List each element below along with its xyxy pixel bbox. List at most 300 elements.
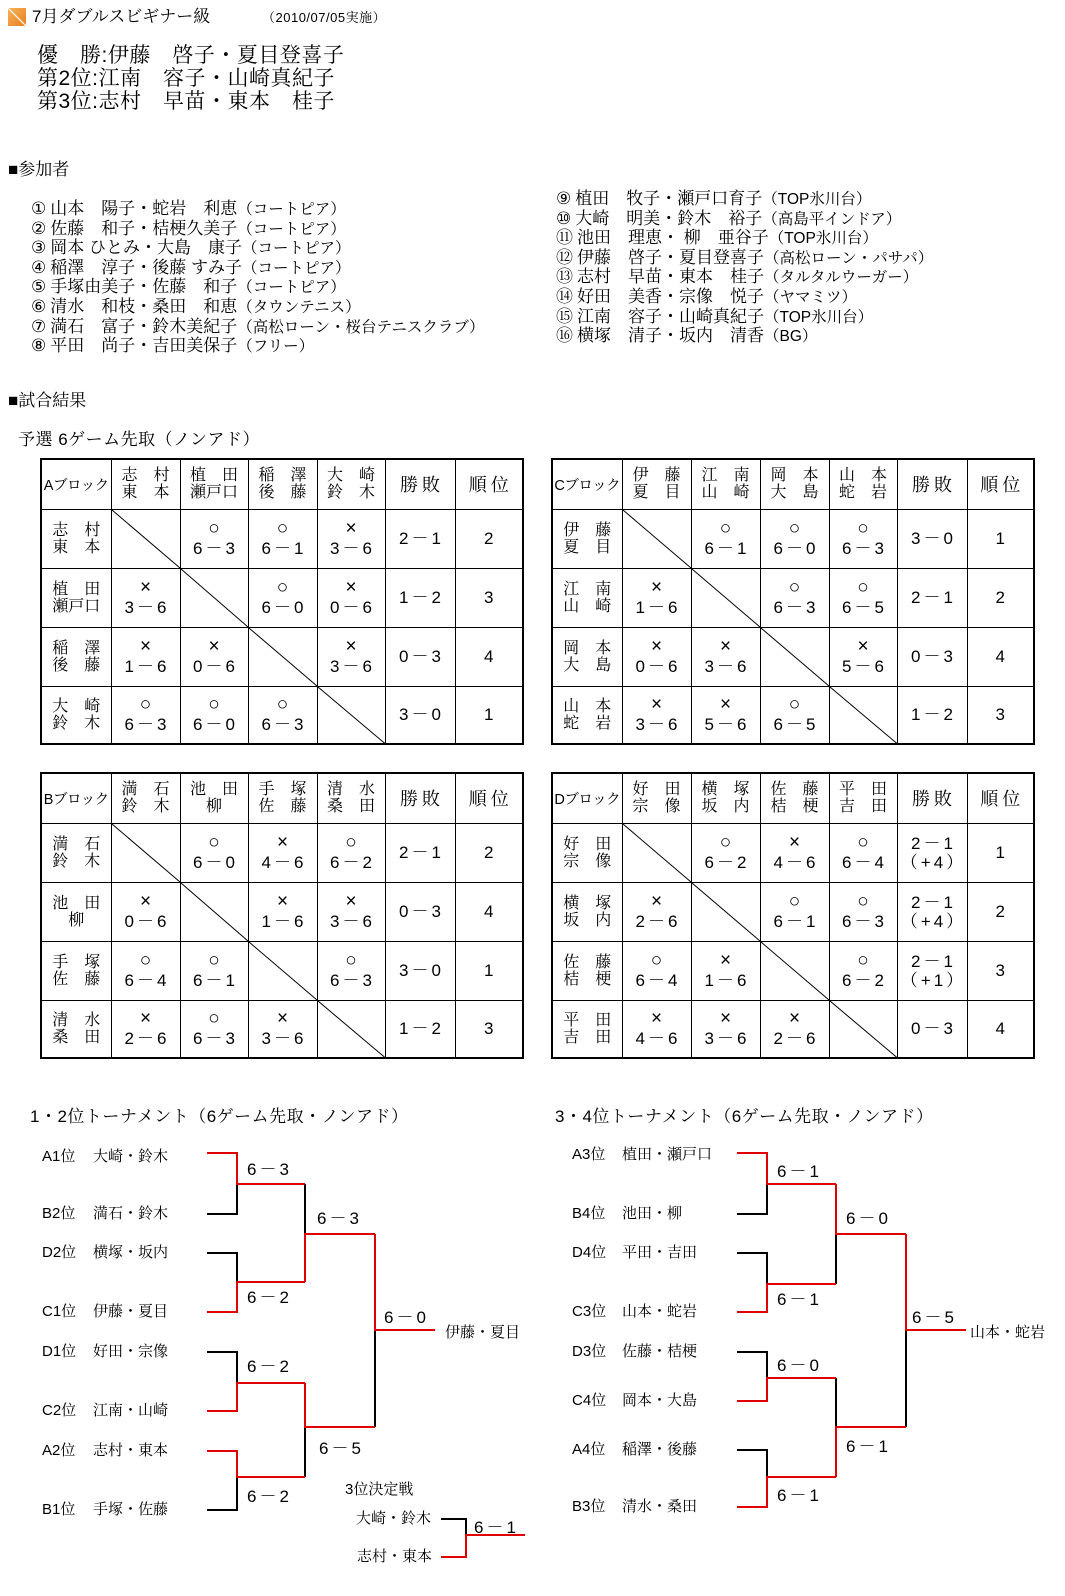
pair-names: 伊藤 啓子・夏目登喜子 [577,247,764,267]
result-mark: ○ [788,891,801,912]
win-loss-label: 勝敗 [400,789,444,810]
diagonal-cell [622,823,691,882]
bracket-line [441,1519,466,1535]
team-name-line: 好 田 [632,781,681,799]
match-result-cell [622,627,691,686]
row-team-header [41,882,111,941]
diagonal-line [692,883,760,941]
block-row [41,509,523,568]
team-name-line: 池 田 [189,781,238,799]
match-result-cell [622,568,691,627]
pair-names: 横塚 清子・坂内 清香 [577,326,764,346]
team-name-line: 瀬戸口 [189,484,238,502]
rank-value: 1 [995,528,1005,548]
team-name-line: 横 塚 [563,894,612,912]
entry-number: ⑩ [556,208,572,228]
column-team-header [180,773,248,823]
entry-number: ④ [31,257,47,277]
rank-cell [967,941,1034,1000]
entry-number: ② [31,218,47,238]
match-score: 6－0 [261,598,307,617]
match-score: 3－6 [704,657,750,676]
win-loss-cell [897,686,967,744]
winner-path [737,1378,836,1401]
pair-names: 植田 牧子・瀬戸口育子 [575,189,763,208]
win-loss-cell [385,509,455,568]
win-loss-record: 2－1 [911,833,956,853]
round1-score: 6－1 [777,1290,822,1309]
row-team-header [552,882,622,941]
club-name: （コートピア） [241,240,351,258]
team-name-line: 横 塚 [701,781,750,799]
result-mark: ○ [788,518,801,539]
match-score: 6－2 [330,853,375,872]
rank-value: 2 [484,842,494,862]
win-loss-cell [897,1000,967,1058]
rank-cell [967,1000,1034,1058]
match-score: 3－6 [261,1029,307,1049]
bracket-title: 1・2位トーナメント（6ゲーム先取・ノンアド） [30,1107,409,1126]
club-name: （ヤマミツ） [764,288,858,306]
bracket-team: 大崎・鈴木 [93,1148,169,1165]
entry-number: ③ [31,238,47,258]
win-loss-record: 3－0 [911,529,956,548]
block-a-table [40,458,524,745]
result-mark: × [719,694,732,716]
match-result-cell [622,686,691,744]
rank-value: 3 [484,587,494,607]
win-loss-cell [385,941,455,1000]
match-result-cell [111,1000,180,1058]
participant-entry [556,287,933,307]
result-mark: × [208,636,220,657]
result-mark: × [345,518,357,539]
entry-number: ⑬ [556,267,573,287]
win-loss-cell [385,823,455,882]
win-loss-header [897,773,967,823]
result-mark: × [650,891,663,912]
team-name-line: 桔 梗 [563,970,612,988]
second-place-line: 第2位:江南 容子・山崎真紀子 [37,67,336,90]
result-mark: ○ [208,950,220,971]
rank-label: 順位 [468,789,513,810]
team-name-line: 山 本 [838,467,887,485]
match-score: 6－3 [842,539,887,558]
team-name-line: 桑 田 [326,798,375,816]
rank-value: 3 [995,704,1005,724]
column-team-header [622,459,691,509]
result-mark: × [276,832,289,853]
column-team-header [248,459,317,509]
match-score: 1－6 [124,657,170,676]
rank-cell [455,1000,523,1058]
team-name-line: 鈴 木 [326,484,375,502]
podium [37,44,344,113]
match-result-cell [317,509,385,568]
block-row [552,568,1034,627]
bracket-seed: C3位 [572,1303,607,1320]
result-mark: ○ [345,832,357,853]
semifinal-score: 6－0 [846,1209,891,1228]
match-score: 6－2 [842,971,887,990]
row-team-header [552,686,622,744]
result-mark: ○ [857,950,869,971]
match-score: 6－3 [124,715,170,735]
diagonal-line [830,1001,897,1058]
team-name-line: 岡 本 [770,467,819,485]
match-result-cell [760,568,829,627]
team-name-line: 吉 田 [838,798,887,816]
team-name-line: 好 田 [563,835,612,853]
result-mark: × [139,577,152,598]
team-name-line: 稲 澤 [52,639,101,657]
bracket-seed: B2位 [42,1205,76,1222]
entry-number: ⑤ [31,277,47,297]
match-score: 6－1 [773,912,819,931]
result-mark: × [788,1008,801,1030]
team-name-line: 佐 藤 [258,798,307,816]
diagonal-cell [829,1000,897,1058]
row-team-header [41,509,111,568]
team-name-line: 桔 梗 [770,798,819,816]
win-loss-record: 1－2 [399,1019,444,1039]
match-score: 6－0 [193,715,238,735]
bracket-title: 3・4位トーナメント（6ゲーム先取・ノンアド） [555,1107,934,1126]
team-name-line: 鈴 木 [52,714,101,732]
block-c-table [551,458,1035,745]
win-loss-record: 0－3 [399,647,444,666]
match-score: 6－1 [261,539,307,558]
match-score: 3－6 [330,657,375,676]
rank-cell [455,941,523,1000]
team-name-line: 東 本 [121,484,170,502]
row-team-header [41,568,111,627]
match-score: 1－6 [704,971,750,990]
participant-entry [31,336,484,356]
rank-cell [967,882,1034,941]
bracket-line [737,1253,767,1284]
result-mark: × [650,1008,663,1030]
bracket-line [737,1352,767,1378]
column-team-header [829,773,897,823]
block-row [552,882,1034,941]
team-name-line: 平 田 [838,781,887,799]
club-name: （コートピア） [241,259,351,277]
team-name-line: 山 本 [563,697,612,715]
bracket-team: 山本・蛇岩 [622,1303,698,1320]
match-score: 6－3 [842,912,887,931]
result-mark: ○ [139,694,152,716]
team-name-line: 鈴 木 [121,798,170,816]
diagonal-cell [248,627,317,686]
team-name-line: 伊 藤 [563,521,612,539]
pair-names: 手塚由美子・佐藤 和子 [50,277,238,297]
win-loss-header [385,773,455,823]
final-score: 6－0 [384,1308,429,1327]
match-score: 6－1 [193,971,238,990]
bracket-line [207,1253,237,1282]
match-score: 4－6 [773,853,819,872]
team-name-line: 稲 澤 [258,467,307,485]
bracket-team: 志村・東本 [93,1442,169,1459]
block-row [41,686,523,744]
win-loss-record: 1－2 [911,705,956,725]
participant-entry [31,219,484,239]
club-name: （タウンテニス） [237,298,361,316]
result-mark: ○ [208,1008,220,1030]
match-score: 0－6 [330,598,375,617]
team-name-line: 清 水 [326,781,375,799]
block-header-row [552,773,1034,823]
diagonal-cell [111,823,180,882]
match-result-cell [317,941,385,1000]
match-result-cell [317,627,385,686]
block-row [552,686,1034,744]
bracket-seed: A3位 [572,1146,606,1163]
win-loss-record: 2－1 [399,529,444,548]
team-name-line: 宗 像 [632,798,681,816]
rank-cell [967,509,1034,568]
column-team-header [691,459,760,509]
diagonal-line [249,942,317,1000]
column-team-header [691,773,760,823]
bracket-line [207,1477,237,1510]
event-date: （2010/07/05実施） [262,10,387,25]
match-result-cell [760,686,829,744]
block-d-table [551,772,1035,1059]
club-name: （高松ローン・桜台テニスクラブ） [237,318,485,336]
page-title: 7月ダブルスビギナー級 [32,7,211,26]
diagonal-line [181,569,248,627]
column-team-header [248,773,317,823]
third-place-score: 6－1 [474,1518,519,1537]
team-name-line: 蛇 岩 [563,714,612,732]
participant-entry [31,238,484,258]
win-loss-cell [897,568,967,627]
pair-names: 清水 和枝・桑田 和恵 [50,296,238,316]
match-result-cell [829,509,897,568]
match-score: 6－4 [124,971,170,990]
result-mark: × [719,636,732,657]
entry-number: ⑨ [556,189,572,208]
bracket-line [207,1184,237,1214]
participant-entry [556,228,933,248]
win-loss-label: 勝敗 [912,475,956,496]
bracket-winner: 山本・蛇岩 [970,1324,1046,1341]
entry-number: ⑭ [556,286,573,306]
match-result-cell [829,882,897,941]
team-name-line: 伊 藤 [632,467,681,485]
winner-path [305,1383,375,1427]
block-label: Cブロック [554,477,621,494]
column-team-header [829,459,897,509]
participant-entry [556,267,933,287]
team-name-line: 平 田 [563,1011,612,1029]
match-result-cell [691,686,760,744]
rank-value: 3 [484,1018,494,1038]
pair-names: 満石 富子・鈴木美紀子 [50,316,238,336]
match-score: 2－6 [773,1029,819,1049]
column-team-header [760,459,829,509]
team-name-line: 山 崎 [701,484,750,502]
result-mark: × [345,577,357,598]
match-result-cell [248,823,317,882]
block-row [552,509,1034,568]
diagonal-cell [760,941,829,1000]
participant-entry [556,307,933,327]
bracket-team: 平田・吉田 [622,1244,698,1261]
match-score: 0－6 [635,657,681,676]
team-name-line: 夏 目 [563,538,612,556]
match-score: 6－0 [193,853,238,872]
semifinal-score: 6－5 [319,1439,364,1458]
match-result-cell [248,509,317,568]
pair-names: 志村 早苗・東本 桂子 [577,267,764,287]
match-score: 6－3 [330,971,375,990]
match-result-cell [622,941,691,1000]
pair-names: 好田 美香・宗像 悦子 [577,286,764,306]
win-loss-cell [897,509,967,568]
block-label-cell [41,459,111,509]
club-name: （TOP氷川台） [768,230,878,248]
match-score: 4－6 [635,1029,681,1049]
pair-names: 山本 陽子・蛇岩 利恵 [50,199,238,218]
team-name-line: 植 田 [189,467,238,485]
round1-score: 6－2 [247,1288,292,1307]
win-loss-record: 0－3 [911,647,956,666]
result-mark: ○ [276,694,289,716]
team-name-line: 志 村 [121,467,170,485]
block-row [41,568,523,627]
result-mark: ○ [857,577,869,598]
match-result-cell [111,627,180,686]
team-name-line: 山 崎 [563,597,612,615]
result-mark: ○ [208,518,220,539]
block-row [41,1000,523,1058]
round1-score: 6－0 [777,1356,822,1375]
match-result-cell [248,1000,317,1058]
block-label-cell [552,773,622,823]
bracket-seed: A1位 [42,1148,76,1165]
win-loss-record: 3－0 [399,705,444,725]
diagonal-line [623,824,691,882]
match-score: 6－4 [635,971,681,990]
column-team-header [622,773,691,823]
block-header-row [41,773,523,823]
match-result-cell [760,882,829,941]
match-score: 1－6 [261,912,307,931]
match-result-cell [180,627,248,686]
match-score: 6－3 [773,598,819,617]
entry-number: ⑪ [556,228,573,248]
match-result-cell [317,882,385,941]
diagonal-line [761,942,829,1000]
bracket-team: 好田・宗像 [93,1343,169,1360]
diagonal-line [830,687,897,744]
team-name-line: 後 藤 [52,656,101,674]
rank-cell [967,568,1034,627]
round1-score: 6－1 [777,1162,822,1181]
match-result-cell [622,1000,691,1058]
rank-value: 2 [995,587,1005,607]
team-name-line: 植 田 [52,580,101,598]
bracket-seed: C2位 [42,1402,77,1419]
row-team-header [552,941,622,1000]
result-mark: ○ [276,518,289,539]
win-loss-cell [897,882,967,941]
team-name-line: 坂 内 [701,798,750,816]
block-row [41,627,523,686]
win-loss-label: 勝敗 [400,475,444,496]
match-score: 6－4 [842,853,887,872]
bracket-seed: C1位 [42,1303,77,1320]
match-result-cell [180,686,248,744]
result-mark: ○ [208,832,220,853]
win-loss-record: 1－2 [399,588,444,607]
match-result-cell [111,568,180,627]
block-label: Dブロック [554,791,621,808]
results-heading: ■試合結果 [8,391,87,410]
match-result-cell [180,1000,248,1058]
round1-score: 6－1 [777,1486,822,1505]
match-score: 3－6 [330,912,375,931]
match-score: 6－3 [261,715,307,735]
match-score: 5－6 [704,715,750,735]
win-loss-cell [385,882,455,941]
diagonal-line [112,510,180,568]
rank-label: 順位 [980,475,1025,496]
block-row [552,1000,1034,1058]
diagonal-line [692,569,760,627]
pair-names: 岡本 ひとみ・大島 康子 [50,238,242,258]
win-loss-header [385,459,455,509]
participant-entry [556,209,933,229]
win-loss-record: 2－1 [399,843,444,862]
team-name-line: 大 崎 [326,467,375,485]
participant-entry [556,326,933,346]
participant-entry [556,248,933,268]
entry-number: ① [31,199,47,218]
team-name-line: 池 田 [52,894,101,912]
diagonal-cell [317,1000,385,1058]
match-score: 2－6 [124,1029,170,1049]
win-loss-cell [385,686,455,744]
match-score: 1－6 [635,598,681,617]
team-name-line: 大 崎 [52,697,101,715]
diagonal-line [761,628,829,686]
result-mark: × [345,891,357,912]
team-name-line: 佐 藤 [52,970,101,988]
team-name-line: 満 石 [121,781,170,799]
rank-cell [967,627,1034,686]
match-result-cell [248,568,317,627]
participant-entry [31,317,484,337]
team-name-line: 佐 藤 [770,781,819,799]
block-label: Bブロック [43,791,109,808]
row-team-header [41,823,111,882]
match-result-cell [829,627,897,686]
match-result-cell [691,1000,760,1058]
team-name-line: 大 島 [563,656,612,674]
match-result-cell [760,1000,829,1058]
match-score: 6－3 [193,539,238,558]
team-name-line: 手 塚 [52,953,101,971]
result-mark: ○ [857,832,869,853]
match-score: 3－6 [635,715,681,735]
club-name: （コートピア） [237,201,346,218]
round1-score: 6－3 [247,1160,292,1179]
bracket-line [207,1352,237,1383]
